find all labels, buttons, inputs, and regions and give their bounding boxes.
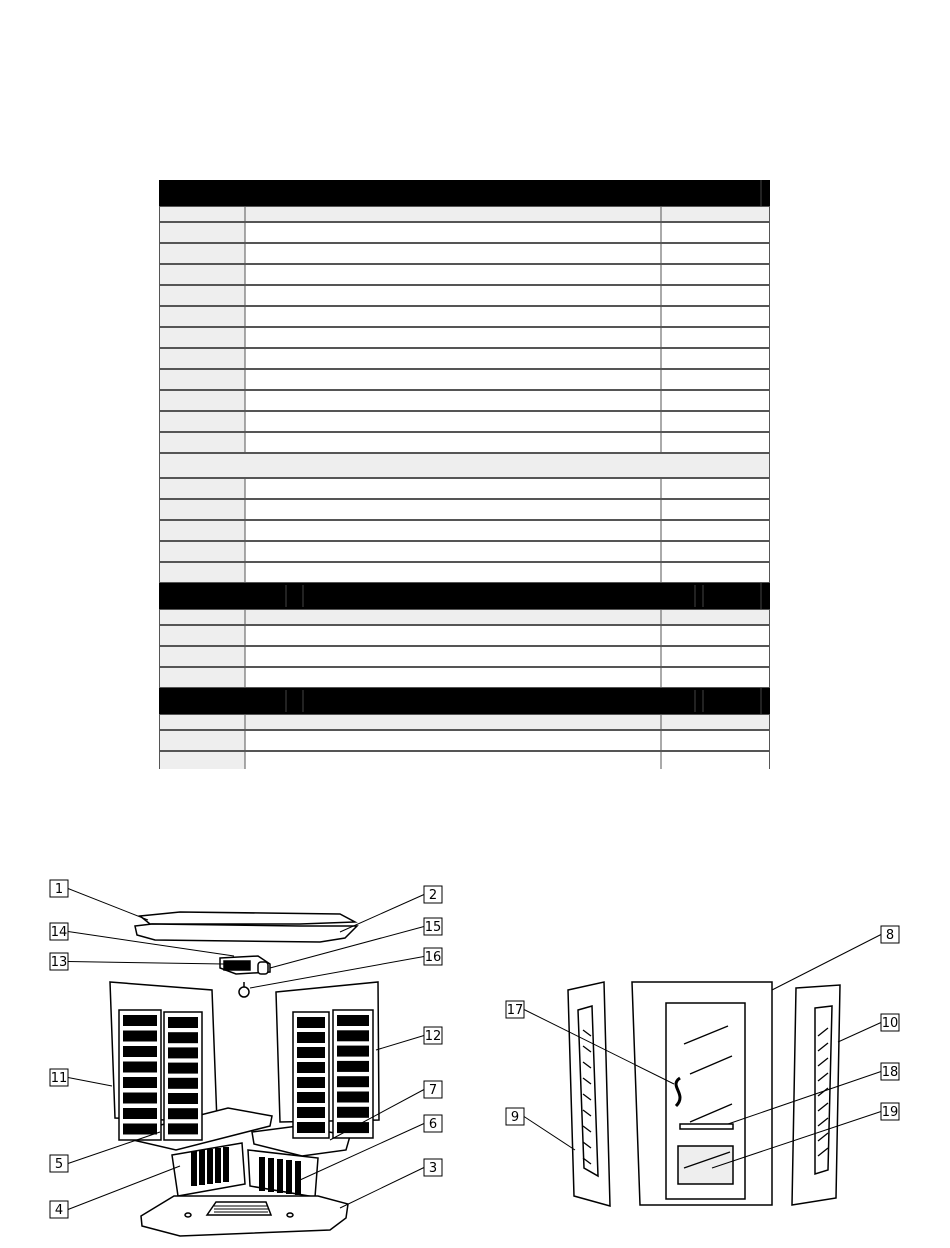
table-row (160, 647, 770, 667)
heater-slat (123, 1077, 157, 1088)
table-row (160, 328, 770, 348)
callout-number: 8 (885, 928, 895, 943)
table-cell-description (245, 647, 661, 667)
heater-slat (259, 1157, 265, 1191)
heater-slat (207, 1149, 213, 1184)
callout-13 (50, 953, 68, 970)
heater-slat (168, 1108, 198, 1119)
table-cell-description (245, 412, 661, 432)
table-cell-description (245, 752, 661, 770)
heater-slat (337, 1015, 369, 1026)
callout-leader-10 (838, 1023, 881, 1043)
table-cell-number (160, 286, 246, 306)
table-cell-description (245, 521, 661, 541)
heater-slat (191, 1151, 197, 1186)
floor-hole-right (287, 1213, 293, 1217)
heater-slat (297, 1017, 325, 1028)
callout-16 (424, 948, 442, 965)
callout-6 (424, 1115, 442, 1132)
table-cell-description (245, 307, 661, 327)
table-cell-number (160, 752, 246, 770)
heater-slat (168, 1078, 198, 1089)
table-cell-quantity (661, 500, 770, 520)
heater-slat (297, 1122, 325, 1133)
callout-leader-5 (68, 1132, 160, 1164)
table-cell-quantity (661, 731, 770, 751)
table-cell-description (245, 265, 661, 285)
table-cell-number (160, 479, 246, 499)
right-wall-heater-slats (293, 1010, 373, 1138)
table-cell-description (245, 563, 661, 583)
heater-slat (297, 1047, 325, 1058)
callout-5 (50, 1155, 68, 1172)
heater-slat (295, 1161, 301, 1195)
table-row (160, 500, 770, 520)
table-row (160, 370, 770, 390)
table-cell-number (160, 626, 246, 646)
heater-slat (168, 1047, 198, 1058)
callout-number: 11 (50, 1071, 68, 1086)
callout-number: 15 (424, 920, 442, 935)
heater-slat (268, 1158, 274, 1192)
heater-slat (337, 1046, 369, 1057)
callout-1 (50, 880, 68, 897)
callout-7 (424, 1081, 442, 1098)
table-header-bar (159, 180, 770, 206)
callout-number: 13 (50, 955, 68, 970)
table-cell-number (160, 328, 246, 348)
callout-number: 17 (506, 1003, 524, 1018)
table-row (160, 349, 770, 369)
table-row (160, 412, 770, 432)
table-row (160, 731, 770, 751)
table-cell-description (245, 286, 661, 306)
callout-3 (424, 1159, 442, 1176)
heater-slat (168, 1017, 198, 1028)
table-cell-quantity (661, 626, 770, 646)
callout-11 (50, 1069, 68, 1086)
table-row (160, 223, 770, 243)
callout-leader-16 (250, 957, 424, 989)
callout-leader-9 (524, 1117, 575, 1151)
callout-number: 6 (428, 1117, 438, 1132)
roof-top-panel (140, 912, 355, 924)
heater-slat (199, 1150, 205, 1185)
table-cell-description (245, 391, 661, 411)
callout-number: 4 (54, 1203, 64, 1218)
heater-slat (337, 1092, 369, 1103)
callout-number: 14 (50, 925, 68, 940)
table-cell-number (160, 542, 246, 562)
right-wall-heater-frame-a (293, 1012, 329, 1138)
table-cell-quantity (661, 647, 770, 667)
callout-number: 10 (881, 1016, 899, 1031)
table-cell-number (160, 521, 246, 541)
table-cell-description (245, 370, 661, 390)
table-cell-description (245, 542, 661, 562)
heater-slat (123, 1015, 157, 1026)
callout-19 (881, 1103, 899, 1120)
table-header-bar (159, 583, 770, 609)
callout-8 (881, 926, 899, 943)
callout-14 (50, 923, 68, 940)
table-cell-number (160, 244, 246, 264)
table-cell-description (245, 731, 661, 751)
table-cell-number (160, 307, 246, 327)
table-cell-quantity (661, 563, 770, 583)
table-cell-quantity (661, 479, 770, 499)
callout-number: 12 (424, 1029, 442, 1044)
table-cell-quantity (661, 668, 770, 688)
callout-leader-8 (772, 935, 881, 991)
table-row (160, 433, 770, 453)
heater-slat (277, 1159, 283, 1193)
heater-slat (337, 1030, 369, 1041)
table-cell-description (245, 479, 661, 499)
heater-slat (168, 1093, 198, 1104)
table-cell-number (160, 563, 246, 583)
heater-slat (337, 1061, 369, 1072)
callout-number: 19 (881, 1105, 899, 1120)
callout-17 (506, 1001, 524, 1018)
left-wall-heater-frame-a (119, 1010, 161, 1140)
callout-number: 9 (510, 1110, 520, 1125)
reading-light (239, 987, 249, 997)
heater-slat (297, 1062, 325, 1073)
table-cell-number (160, 265, 246, 285)
table-row (160, 286, 770, 306)
table-cell-quantity (661, 752, 770, 770)
heater-slat (123, 1046, 157, 1057)
table-cell-number (160, 349, 246, 369)
right-assembly (568, 982, 840, 1206)
heater-slat (297, 1032, 325, 1043)
callout-number: 1 (54, 882, 64, 897)
heater-slat (123, 1124, 157, 1135)
table-cell-quantity (661, 223, 770, 243)
table-cell-description (245, 349, 661, 369)
heater-slat (297, 1077, 325, 1088)
table-cell-number (160, 647, 246, 667)
table-cell-description (245, 500, 661, 520)
heater-slat (297, 1092, 325, 1103)
table-cell-quantity (661, 286, 770, 306)
callout-leader-13 (68, 962, 224, 965)
callout-15 (424, 918, 442, 935)
table-section-band (160, 454, 770, 478)
heater-slat (168, 1063, 198, 1074)
table-cell-quantity (661, 412, 770, 432)
left-wall-heater-slats (119, 1010, 202, 1140)
table-cell-quantity (661, 433, 770, 453)
table-cell-quantity (661, 328, 770, 348)
door-plate (678, 1146, 733, 1184)
table-cell-number (160, 500, 246, 520)
table-header-bar (159, 688, 770, 714)
callout-10 (881, 1014, 899, 1031)
table-row (160, 521, 770, 541)
table-row (160, 244, 770, 264)
callout-leader-11 (68, 1078, 112, 1087)
table-row (160, 752, 770, 770)
heater-slat (337, 1076, 369, 1087)
table-subheader-row (160, 715, 770, 730)
callout-number: 7 (428, 1083, 438, 1098)
table-cell-quantity (661, 349, 770, 369)
towel-bar (680, 1124, 733, 1129)
callout-9 (506, 1108, 524, 1125)
table-cell-number (160, 412, 246, 432)
table-cell-quantity (661, 542, 770, 562)
callout-leader-12 (376, 1036, 424, 1051)
table-row (160, 391, 770, 411)
table-cell-quantity (661, 244, 770, 264)
heater-slat (123, 1108, 157, 1119)
sauna-assembly-diagram (0, 860, 950, 1248)
table-cell-description (245, 433, 661, 453)
table-row (160, 307, 770, 327)
control-box-panel (224, 961, 250, 970)
heater-slat (215, 1148, 221, 1183)
heater-slat (123, 1062, 157, 1073)
table-cell-number (160, 391, 246, 411)
table-cell-description (245, 328, 661, 348)
parts-table (159, 180, 770, 769)
floor-hole-left (185, 1213, 191, 1217)
power-unit (258, 962, 268, 974)
table-row (160, 265, 770, 285)
callout-18 (881, 1063, 899, 1080)
heater-slat (286, 1160, 292, 1194)
table-cell-description (245, 244, 661, 264)
callout-4 (50, 1201, 68, 1218)
callout-12 (424, 1027, 442, 1044)
callout-number: 3 (428, 1161, 438, 1176)
right-wall-heater-frame-b (333, 1010, 373, 1138)
table-cell-description (245, 626, 661, 646)
table-cell-number (160, 223, 246, 243)
roof-bottom-panel (135, 924, 357, 942)
heater-slat (123, 1093, 157, 1104)
callout-2 (424, 886, 442, 903)
table-cell-quantity (661, 370, 770, 390)
heater-slat (168, 1032, 198, 1043)
callout-number: 5 (54, 1157, 64, 1172)
table-cell-number (160, 731, 246, 751)
table-row (160, 542, 770, 562)
left-wall-heater-frame-b (164, 1012, 202, 1140)
callout-number: 18 (881, 1065, 899, 1080)
callout-leader-3 (340, 1168, 424, 1209)
table-cell-quantity (661, 307, 770, 327)
callout-leader-2 (340, 895, 424, 933)
table-cell-description (245, 668, 661, 688)
table-cell-number (160, 370, 246, 390)
heater-slat (123, 1031, 157, 1042)
table-cell-number (160, 668, 246, 688)
heater-slat (337, 1107, 369, 1118)
callout-leader-1 (68, 889, 148, 921)
heater-slat (223, 1147, 229, 1182)
table-cell-description (245, 223, 661, 243)
table-cell-number (160, 433, 246, 453)
table-cell-quantity (661, 521, 770, 541)
table-subheader-row (160, 610, 770, 625)
heater-slat (168, 1123, 198, 1134)
table-row (160, 563, 770, 583)
callout-number: 16 (424, 950, 442, 965)
callout-number: 2 (428, 888, 438, 903)
table-subheader-row (160, 207, 770, 222)
table-row (160, 626, 770, 646)
table-row (160, 668, 770, 688)
heater-slat (297, 1107, 325, 1118)
table-row (160, 479, 770, 499)
table-cell-quantity (661, 265, 770, 285)
table-cell-quantity (661, 391, 770, 411)
